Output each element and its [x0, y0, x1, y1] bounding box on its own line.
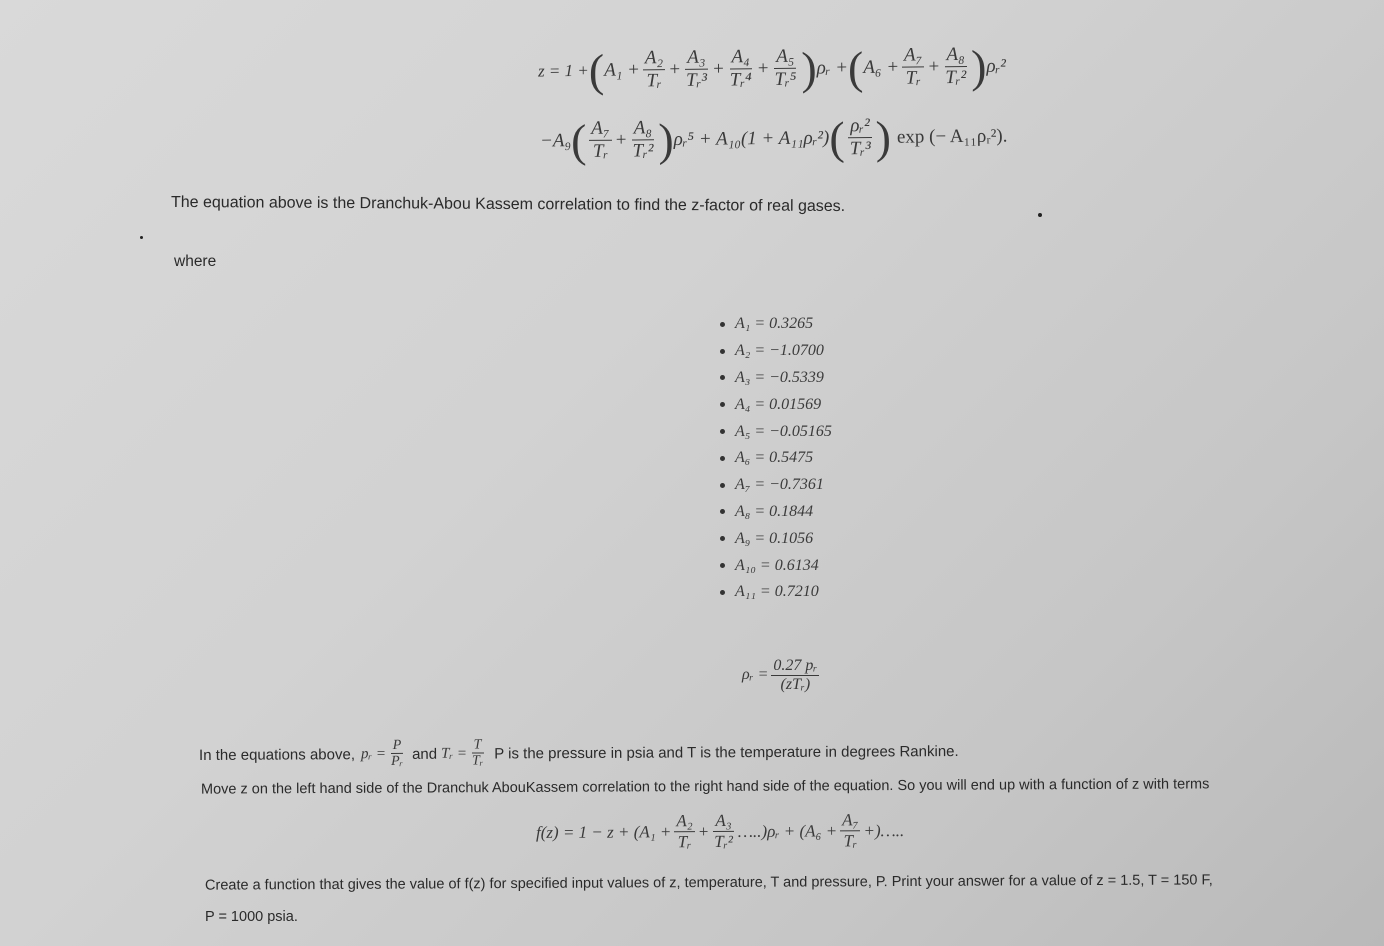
stray-dot-2 [140, 236, 143, 239]
frac-a5-tr5: $\frac{\text{A₅}}{\text{Tᵣ⁵}}$ [774, 45, 797, 90]
list-item: A₉ = 0.1056 [720, 525, 832, 552]
frac-a8-tr2: $\frac{\text{A₈}}{\text{Tᵣ²}}$ [945, 44, 967, 89]
list-item: A₁ = 0.3265 [720, 311, 832, 338]
where-label: where [174, 253, 217, 270]
fz-lhs: f(z) = 1 − z + (A₁ + [535, 821, 672, 842]
list-item: A₈ = 0.1844 [720, 499, 832, 526]
frac-a7-tr: $\frac{\text{A₇}}{\text{Tᵣ}}$ [902, 46, 925, 90]
right-paren: ) [801, 42, 817, 94]
list-item: A₇ = −0.7361 [720, 472, 832, 499]
list-item: A₂ = −1.0700 [720, 338, 832, 365]
frac-p-pc: $\frac{P}{\text{Pᵣ}}$ [391, 737, 404, 770]
move-text: Move z on the left hand side of the Dranchuk AbouKassem correlation to the right hand side of the equation. So you will end up with a function of z with terms [200, 776, 1210, 798]
list-item: A₁₀ = 0.6134 [720, 552, 832, 579]
frac-a3-tr3: $\frac{\text{A₃}}{\text{Tᵣ³}}$ [685, 46, 708, 91]
task-text-line-2: P = 1000 psia. [205, 909, 298, 925]
tr-symbol: Tᵣ = [441, 745, 468, 762]
frac-t-tc: $\frac{T}{\text{Tᵣ}}$ [471, 737, 484, 769]
list-item: A₁₁ = 0.7210 [720, 579, 832, 606]
equation-line-2: −A₉ ( $\frac{\text{A₇}}{\text{Tᵣ}}$ + $\frac{\text{A₈}}{\text{Tᵣ²}}$ ) ρᵣ⁵ + A₁₀(1 + A₁₁ρᵣ²) ( $\frac{\text{ρᵣ²}}{\text{Tᵣ³}}$ ) exp (− A₁₁ρᵣ²). [539, 111, 1008, 167]
pr-tr-definition [199, 735, 959, 771]
rho-lhs: ρᵣ = [742, 666, 769, 684]
list-item: A₅ = −0.05165 [720, 418, 832, 445]
pr-tail: P is the pressure in psia and T is the temperature in degrees Rankine. [494, 742, 959, 763]
pr-symbol: pᵣ = [360, 745, 387, 762]
term-exp: exp (− A₁₁ρᵣ²). [896, 125, 1008, 148]
task-text-line-1: Create a function that gives the value of f(z) for specified input values of z, temperature, T and pressure, P. Print your answer for a value of z = 1.5, T = 150 F, [204, 872, 1213, 894]
frac-a7-tr-line2: $\frac{\text{A₇}}{\text{Tᵣ}}$ [589, 119, 612, 163]
equation-line-1: z = 1 + ( A₁ + $\frac{\text{A₂}}{\text{Tᵣ}}$ + $\frac{\text{A₃}}{\text{Tᵣ³}}$ + $\frac{\text{A₄}}{\text{Tᵣ⁴}}$ + $\frac{\text{A₅}}{\text{Tᵣ⁵}}$ ) ρᵣ + ( A₆ + $\frac{\text{A₇}}{\text{Tᵣ}}$ + $\frac{\text{A₈}}{\text{Tᵣ²}}$ ) ρᵣ² [537, 40, 1007, 96]
frac-a4-tr4: $\frac{\text{A₄}}{\text{Tᵣ⁴}}$ [729, 46, 752, 91]
left-paren: ( [588, 44, 605, 96]
term-rho-r5: ρᵣ⁵ + A₁₀(1 + A₁₁ρᵣ²) [673, 127, 830, 151]
rho-equation [742, 657, 822, 694]
pr-lead: In the equations above, [198, 745, 356, 764]
frac-rho2-tr3: $\frac{\text{ρᵣ²}}{\text{Tᵣ³}}$ [849, 115, 871, 160]
right-paren-2: ) [970, 40, 987, 92]
list-item: A₄ = 0.01569 [720, 391, 832, 418]
stray-dot [1038, 213, 1042, 217]
and-word: and [412, 745, 438, 763]
intro-text: The equation above is the Dranchuk-Abou Kassem correlation to find the z-factor of real gases. [170, 193, 846, 216]
fz-tail: +)….. [863, 820, 905, 840]
fz-mid: …..)ρᵣ + (A₆ + [737, 820, 838, 841]
frac-fz-a7-tr: $\frac{\text{A₇}}{\text{Tᵣ}}$ [840, 811, 861, 850]
frac-fz-a2-tr: $\frac{\text{A₂}}{\text{Tᵣ}}$ [674, 812, 695, 851]
list-item: A₃ = −0.5339 [720, 365, 832, 392]
constants-list [720, 311, 832, 606]
term-a9: −A₉ [539, 130, 572, 152]
list-item: A₆ = 0.5475 [720, 445, 832, 472]
frac-a8-tr2-line2: $\frac{\text{A₈}}{\text{Tᵣ²}}$ [632, 117, 654, 162]
fz-equation: f(z) = 1 − z + (A₁ + $\frac{\text{A₂}}{\text{Tᵣ}}$ + $\frac{\text{A₃}}{\text{Tᵣ²}}$ …..)ρᵣ + (A₆ + $\frac{\text{A₇}}{\text{Tᵣ}}$ +)….. [535, 810, 905, 851]
term-a6: A₆ + [863, 56, 900, 79]
term-rho-r2: ρᵣ² [986, 55, 1007, 77]
frac-fz-a3-tr2: $\frac{\text{A₃}}{\text{Tᵣ²}}$ [714, 810, 734, 851]
rho-frac: $\frac{\text{0.27 pᵣ}}{\text{(zTᵣ)}}$ [773, 657, 818, 693]
frac-a2-tr: $\frac{\text{A₂}}{\text{Tᵣ}}$ [643, 48, 666, 92]
left-paren-2: ( [847, 42, 864, 94]
equation-lhs: z = 1 + [537, 60, 589, 81]
term-rho-r: ρᵣ + [816, 57, 849, 79]
term-a1: A₁ + [604, 59, 641, 81]
